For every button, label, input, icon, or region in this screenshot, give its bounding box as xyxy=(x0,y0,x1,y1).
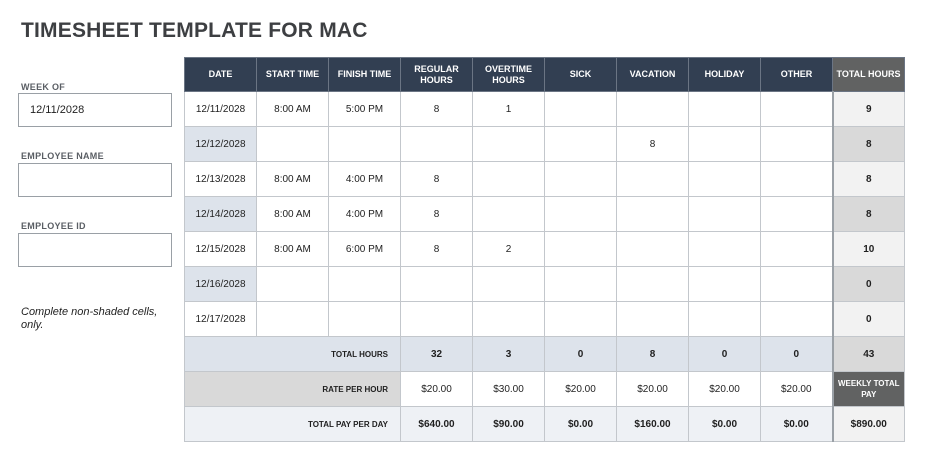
finish-time-cell[interactable] xyxy=(329,127,401,162)
pay-other: $0.00 xyxy=(761,407,833,442)
row-total-cell: 9 xyxy=(833,92,905,127)
finish-time-cell[interactable]: 4:00 PM xyxy=(329,197,401,232)
total-pay-label: TOTAL PAY PER DAY xyxy=(185,407,401,442)
total-hours-label: TOTAL HOURS xyxy=(185,337,401,372)
table-row xyxy=(185,162,905,197)
table-row xyxy=(185,232,905,267)
date-cell: 12/17/2028 xyxy=(185,302,257,337)
total-other: 0 xyxy=(761,337,833,372)
overtime-hours-cell[interactable] xyxy=(473,162,545,197)
start-time-cell[interactable]: 8:00 AM xyxy=(257,197,329,232)
sick-cell[interactable] xyxy=(545,267,617,302)
header-finish-time: FINISH TIME xyxy=(329,58,401,92)
table-row xyxy=(185,267,905,302)
header-vacation: VACATION xyxy=(617,58,689,92)
overtime-hours-cell[interactable] xyxy=(473,197,545,232)
finish-time-cell[interactable]: 4:00 PM xyxy=(329,162,401,197)
total-holiday: 0 xyxy=(689,337,761,372)
regular-hours-cell[interactable]: 8 xyxy=(401,92,473,127)
start-time-cell[interactable]: 8:00 AM xyxy=(257,92,329,127)
row-total-cell: 8 xyxy=(833,197,905,232)
regular-hours-cell[interactable]: 8 xyxy=(401,162,473,197)
start-time-cell[interactable] xyxy=(257,302,329,337)
other-cell[interactable] xyxy=(761,162,833,197)
vacation-cell[interactable]: 8 xyxy=(617,127,689,162)
rate-per-hour-label: RATE PER HOUR xyxy=(185,372,401,407)
weekly-total-pay: $890.00 xyxy=(833,407,905,442)
table-row xyxy=(185,127,905,162)
regular-hours-cell[interactable]: 8 xyxy=(401,197,473,232)
other-cell[interactable] xyxy=(761,232,833,267)
week-of-label: WEEK OF xyxy=(21,82,66,92)
overtime-hours-cell[interactable]: 2 xyxy=(473,232,545,267)
sick-cell[interactable] xyxy=(545,197,617,232)
sick-cell[interactable] xyxy=(545,232,617,267)
start-time-cell[interactable]: 8:00 AM xyxy=(257,162,329,197)
rate-sick[interactable]: $20.00 xyxy=(545,372,617,407)
other-cell[interactable] xyxy=(761,267,833,302)
rate-overtime[interactable]: $30.00 xyxy=(473,372,545,407)
sick-cell[interactable] xyxy=(545,127,617,162)
regular-hours-cell[interactable] xyxy=(401,302,473,337)
finish-time-cell[interactable] xyxy=(329,302,401,337)
row-total-cell: 0 xyxy=(833,267,905,302)
employee-name-field[interactable] xyxy=(18,163,172,197)
header-overtime-hours: OVERTIME HOURS xyxy=(473,58,545,92)
date-cell: 12/16/2028 xyxy=(185,267,257,302)
employee-id-field[interactable] xyxy=(18,233,172,267)
regular-hours-cell[interactable] xyxy=(401,127,473,162)
holiday-cell[interactable] xyxy=(689,197,761,232)
table-row xyxy=(185,302,905,337)
weekly-total-pay-label: WEEKLY TOTAL PAY xyxy=(833,372,905,407)
sick-cell[interactable] xyxy=(545,162,617,197)
row-total-cell: 0 xyxy=(833,302,905,337)
total-sick: 0 xyxy=(545,337,617,372)
vacation-cell[interactable] xyxy=(617,267,689,302)
sick-cell[interactable] xyxy=(545,302,617,337)
holiday-cell[interactable] xyxy=(689,267,761,302)
header-holiday: HOLIDAY xyxy=(689,58,761,92)
week-of-field[interactable]: 12/11/2028 xyxy=(18,93,172,127)
overtime-hours-cell[interactable] xyxy=(473,127,545,162)
date-cell: 12/15/2028 xyxy=(185,232,257,267)
vacation-cell[interactable] xyxy=(617,302,689,337)
date-cell: 12/12/2028 xyxy=(185,127,257,162)
row-total-cell: 8 xyxy=(833,127,905,162)
rate-regular[interactable]: $20.00 xyxy=(401,372,473,407)
regular-hours-cell[interactable]: 8 xyxy=(401,232,473,267)
overtime-hours-cell[interactable] xyxy=(473,302,545,337)
table-row xyxy=(185,197,905,232)
rate-other[interactable]: $20.00 xyxy=(761,372,833,407)
finish-time-cell[interactable]: 6:00 PM xyxy=(329,232,401,267)
header-other: OTHER xyxy=(761,58,833,92)
start-time-cell[interactable] xyxy=(257,267,329,302)
pay-holiday: $0.00 xyxy=(689,407,761,442)
regular-hours-cell[interactable] xyxy=(401,267,473,302)
employee-name-label: EMPLOYEE NAME xyxy=(21,151,104,161)
date-cell: 12/13/2028 xyxy=(185,162,257,197)
timesheet-table xyxy=(184,57,905,442)
header-sick: SICK xyxy=(545,58,617,92)
start-time-cell[interactable] xyxy=(257,127,329,162)
other-cell[interactable] xyxy=(761,127,833,162)
pay-vacation: $160.00 xyxy=(617,407,689,442)
date-cell[interactable]: 12/11/2028 xyxy=(185,92,257,127)
employee-id-label: EMPLOYEE ID xyxy=(21,221,86,231)
rate-vacation[interactable]: $20.00 xyxy=(617,372,689,407)
total-vacation: 8 xyxy=(617,337,689,372)
vacation-cell[interactable] xyxy=(617,162,689,197)
date-cell: 12/14/2028 xyxy=(185,197,257,232)
holiday-cell[interactable] xyxy=(689,232,761,267)
pay-overtime: $90.00 xyxy=(473,407,545,442)
other-cell[interactable] xyxy=(761,197,833,232)
other-cell[interactable] xyxy=(761,302,833,337)
page-title: TIMESHEET TEMPLATE FOR MAC xyxy=(21,19,368,42)
sick-cell[interactable] xyxy=(545,92,617,127)
header-total-hours: TOTAL HOURS xyxy=(833,58,905,92)
total-pay-row xyxy=(185,407,905,442)
total-hours-row xyxy=(185,337,905,372)
vacation-cell[interactable] xyxy=(617,197,689,232)
row-total-cell: 8 xyxy=(833,162,905,197)
header-regular-hours: REGULAR HOURS xyxy=(401,58,473,92)
header-start-time: START TIME xyxy=(257,58,329,92)
finish-time-cell[interactable]: 5:00 PM xyxy=(329,92,401,127)
rate-per-hour-row xyxy=(185,372,905,407)
holiday-cell[interactable] xyxy=(689,302,761,337)
grand-total-hours: 43 xyxy=(833,337,905,372)
vacation-cell[interactable] xyxy=(617,92,689,127)
total-regular: 32 xyxy=(401,337,473,372)
total-overtime: 3 xyxy=(473,337,545,372)
holiday-cell[interactable] xyxy=(689,127,761,162)
header-date: DATE xyxy=(185,58,257,92)
other-cell[interactable] xyxy=(761,92,833,127)
start-time-cell[interactable]: 8:00 AM xyxy=(257,232,329,267)
table-row xyxy=(185,92,905,127)
overtime-hours-cell[interactable] xyxy=(473,267,545,302)
holiday-cell[interactable] xyxy=(689,162,761,197)
instruction-note: Complete non-shaded cells, only. xyxy=(21,306,158,331)
holiday-cell[interactable] xyxy=(689,92,761,127)
row-total-cell: 10 xyxy=(833,232,905,267)
pay-sick: $0.00 xyxy=(545,407,617,442)
pay-regular: $640.00 xyxy=(401,407,473,442)
vacation-cell[interactable] xyxy=(617,232,689,267)
rate-holiday[interactable]: $20.00 xyxy=(689,372,761,407)
overtime-hours-cell[interactable]: 1 xyxy=(473,92,545,127)
finish-time-cell[interactable] xyxy=(329,267,401,302)
